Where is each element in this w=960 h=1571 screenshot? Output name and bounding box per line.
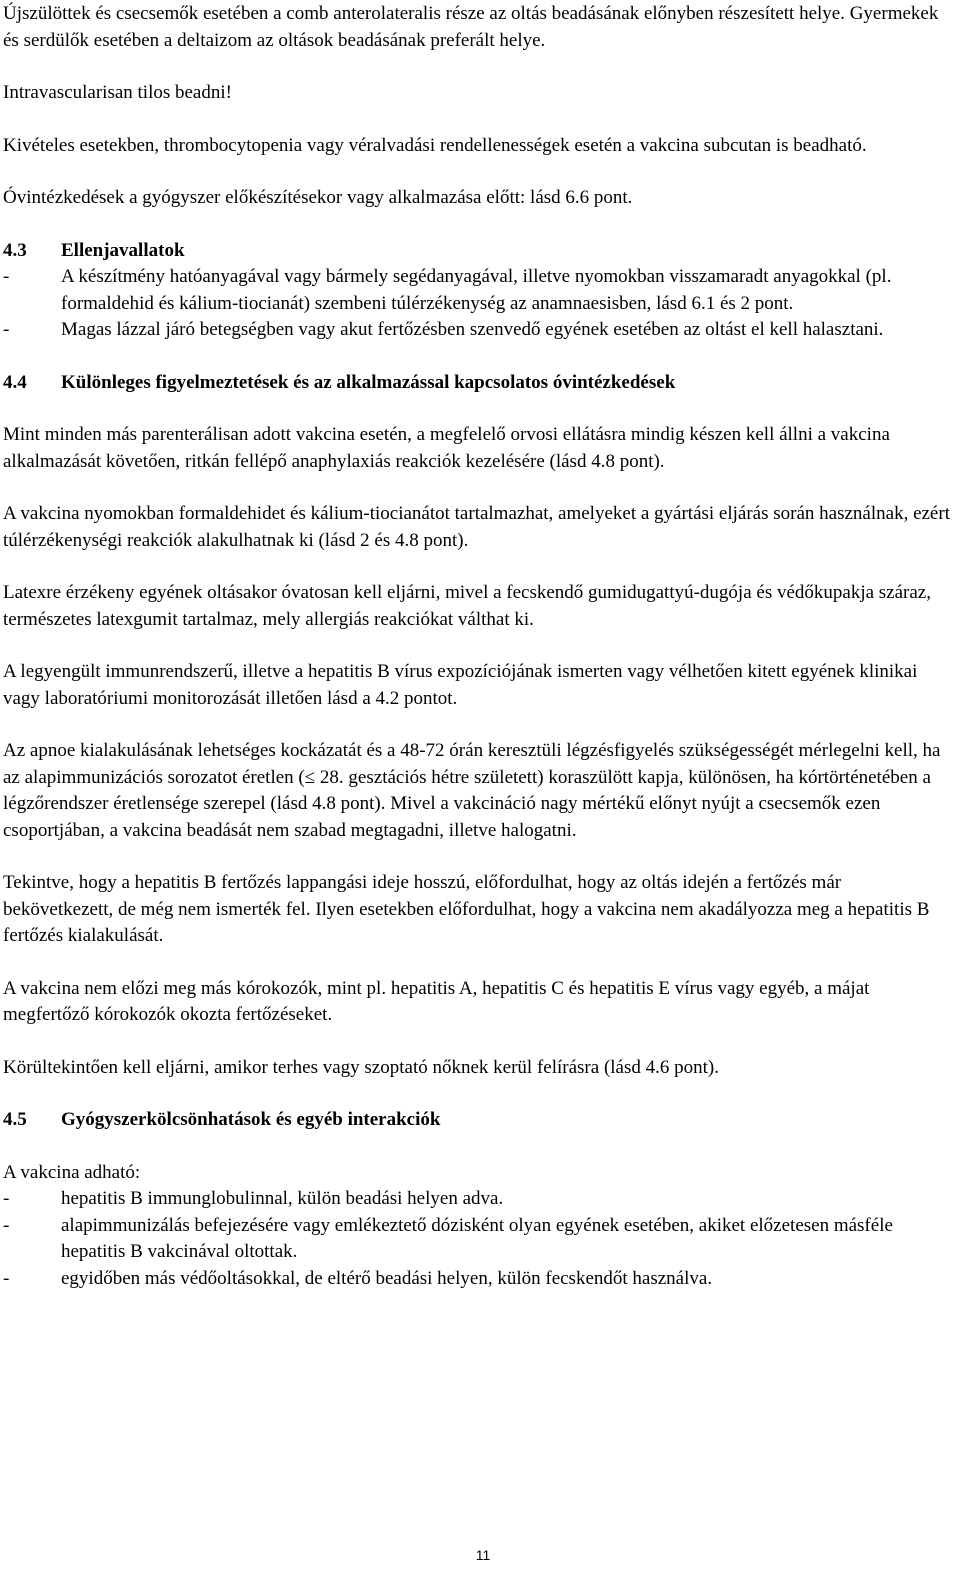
section-heading-4-5: [3, 1107, 955, 1134]
list-item: [3, 317, 955, 344]
list-dash: -: [3, 1188, 10, 1209]
paragraph-precautions-reference: Óvintézkedések a gyógyszer előkészítésekor vagy alkalmazása előtt: lásd 6.6 pont.: [3, 187, 633, 208]
list-item-text: A készítmény hatóanyagával vagy bármely segédanyagával, illetve nyomokban visszamaradt anyagokkal (pl. formaldehid és kálium-tiocianát) szembeni túlérzékenység az anamnaesisben, lásd 6.1 és 2 pont.: [61, 266, 892, 314]
list-item-text: Magas lázzal járó betegségben vagy akut fertőzésben szenvedő egyének esetében az oltást el kell halasztani.: [61, 319, 884, 340]
section-title: Ellenjavallatok: [61, 239, 185, 261]
section-heading-4-3: [3, 238, 955, 265]
paragraph: Az apnoe kialakulásának lehetséges kockázatát és a 48-72 órán keresztüli légzésfigyelés szükségességét mérlegelni kell, ha az alapimmunizációs sorozatot éretlen (≤ 28. gesztációs hétre született) koraszülött kapja, különösen, ha kórtörténetében a légzőrendszer éretlensége szerepel (lásd 4.8 pont). Mivel a vakcináció nagy mértékű előnyt nyújt a csecsemők ezen csoportjában, a vakcina beadását nem szabad megtagadni, illetve halogatni.: [3, 740, 941, 841]
list-item-text: hepatitis B immunglobulinnal, külön beadási helyen adva.: [61, 1188, 504, 1209]
paragraph-injection-site: Újszülöttek és csecsemők esetében a comb anterolateralis része az oltás beadásának előnyben részesített helye. Gyermekek és serdülők esetében a deltaizom az oltások beadásának preferált helye.: [3, 3, 939, 51]
paragraph: A vakcina nyomokban formaldehidet és kálium-tiocianátot tartalmazhat, amelyeket a gyártási eljárás során használnak, ezért túlérzékenységi reakciók alakulhatnak ki (lásd 2 és 4.8 pont).: [3, 503, 950, 551]
list-dash: -: [3, 1267, 10, 1289]
section-number: 4.4: [3, 371, 27, 393]
paragraph-subcutan-exception: Kivételes esetekben, thrombocytopenia vagy véralvadási rendellenességek esetén a vakcina subcutan is beadható.: [3, 134, 867, 156]
list-item: [3, 1266, 955, 1293]
section-title: Különleges figyelmeztetések és az alkalmazással kapcsolatos óvintézkedések: [61, 371, 676, 393]
paragraph: A legyengült immunrendszerű, illetve a hepatitis B vírus expozíciójának ismerten vagy vélhetően kitett egyének klinikai vagy laboratóriumi monitorozását illetően lásd a 4.2 pontot.: [3, 661, 918, 709]
list-item: [3, 1213, 955, 1266]
paragraph-intro: A vakcina adható:: [3, 1161, 141, 1183]
paragraph: Latexre érzékeny egyének oltásakor óvatosan kell eljárni, mivel a fecskendő gumidugattyú-dugója és védőkupakja száraz, természetes latexgumit tartalmaz, mely allergiás reakciókat válthat ki.: [3, 582, 931, 630]
paragraph-intravascular-warning: Intravascularisan tilos beadni!: [3, 82, 232, 103]
list-dash: -: [3, 1214, 10, 1236]
contraindications-list: [3, 264, 955, 344]
list-item: [3, 264, 955, 317]
list-dash: -: [3, 319, 10, 340]
section-number: 4.5: [3, 1109, 27, 1130]
paragraph: A vakcina nem előzi meg más kórokozók, mint pl. hepatitis A, hepatitis C és hepatitis E vírus vagy egyéb, a májat megfertőző kórokozók okozta fertőzéseket.: [3, 977, 870, 1025]
document-page: [3, 0, 955, 1292]
list-dash: -: [3, 266, 10, 287]
list-item: [3, 1186, 955, 1213]
paragraph: Tekintve, hogy a hepatitis B fertőzés lappangási ideje hosszú, előfordulhat, hogy az oltás idején a fertőzés már bekövetkezett, de még nem ismerték fel. Ilyen esetekben előfordulhat, hogy a vakcina nem akadályozza meg a hepatitis B fertőzés kialakulását.: [3, 872, 930, 946]
page-number: 11: [475, 1547, 491, 1563]
interactions-list: [3, 1186, 955, 1292]
paragraph: Mint minden más parenterálisan adott vakcina esetén, a megfelelő orvosi ellátásra mindig készen kell állni a vakcina alkalmazását követően, ritkán fellépő anaphylaxiás reakciók kezelésére (lásd 4.8 pont).: [3, 424, 890, 472]
list-item-text: alapimmunizálás befejezésére vagy emlékeztető dózisként olyan egyének esetében, akiket előzetesen másféle hepatitis B vakcinával oltottak.: [61, 1214, 893, 1262]
section-heading-4-4: [3, 370, 955, 397]
section-number: 4.3: [3, 239, 27, 261]
section-title: Gyógyszerkölcsönhatások és egyéb interakciók: [61, 1109, 441, 1130]
paragraph: Körültekintően kell eljárni, amikor terhes vagy szoptató nőknek kerül felírásra (lásd 4.6 pont).: [3, 1056, 719, 1078]
list-item-text: egyidőben más védőoltásokkal, de eltérő beadási helyen, külön fecskendőt használva.: [61, 1267, 713, 1289]
